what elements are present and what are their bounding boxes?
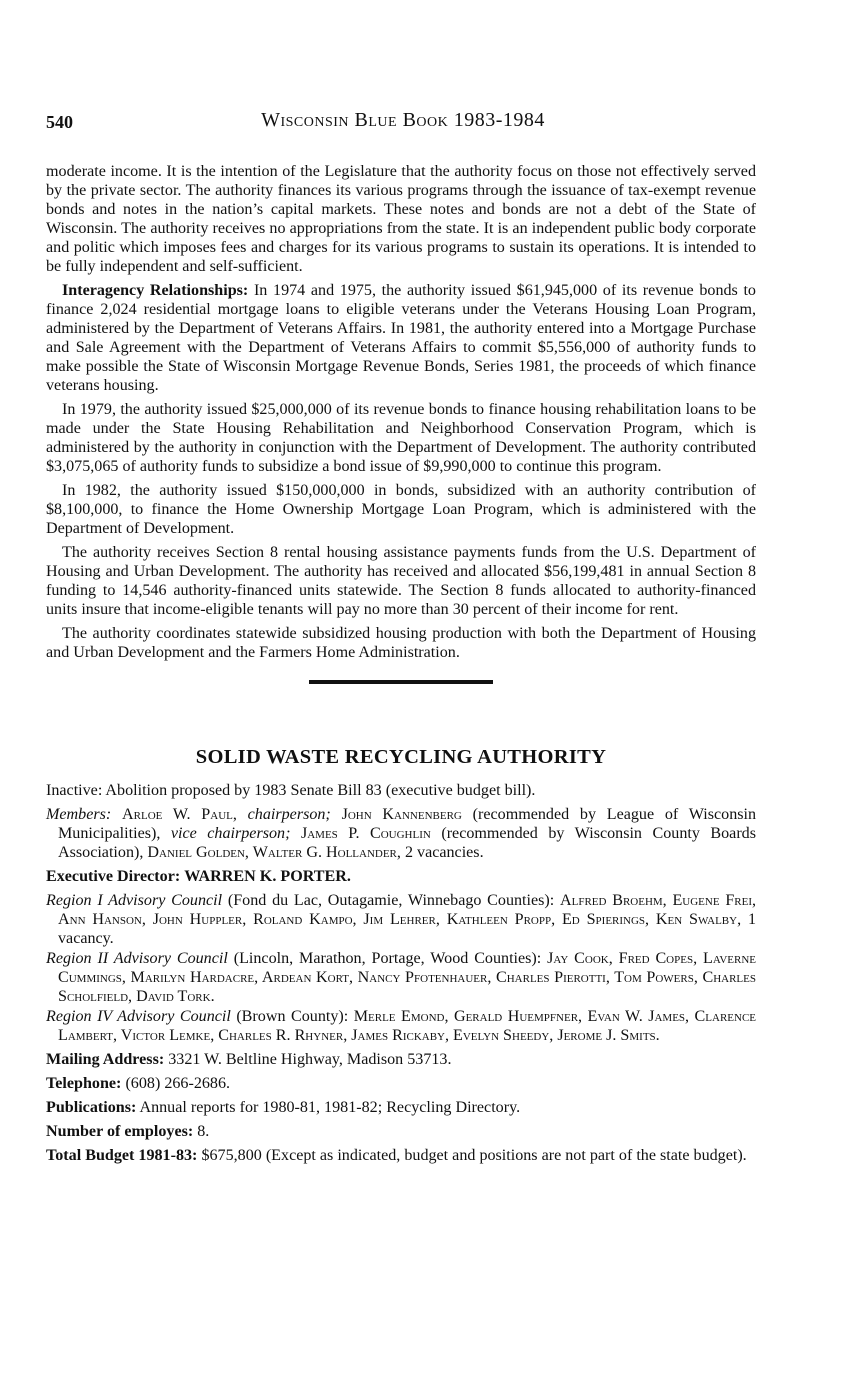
member-vacancies: 2 vacancies. [404,844,484,861]
section-divider [309,680,493,684]
page-body [46,162,756,1170]
section-title: SOLID WASTE RECYCLING AUTHORITY [195,746,607,768]
mailing-address-entry [46,1050,756,1069]
member-note: (recommended by League of Wisconsin Municipalities), [58,806,757,842]
intro-paragraph: moderate income. It is the intention of the Legislature that the authority focus on those not effectively served by the private sector. The authority finances its various programs through the issuance of tax-exempt revenue bonds and notes in the nation’s capital markets. These notes and bonds are not a debt of the State of Wisconsin. The authority receives no appropriations from the state. It is an independent public body corporate and politic which imposes fees and charges for its various programs to sustain its operations. It is intended to be fully independent and self-sufficient. [46,163,756,275]
region-2-names: Jay Cook, Fred Copes, Laverne Cummings, Marilyn Hardacre, Ardean Kort, Nancy Pfotenhauer, Charles Pierotti, Tom Powers, Charles Scholfield, David Tork. [58,950,757,1005]
interagency-paragraph-5: The authority coordinates statewide subsidized housing production with both the Department of Housing and Urban Development and the Farmers Home Administration. [46,625,756,661]
interagency-paragraph-4: The authority receives Section 8 rental housing assistance payments funds from the U.S. Department of Housing and Urban Development. The authority has received and allocated $56,199,481 in annual Section 8 funding to 14,546 authority-financed units statewide. The Section 8 funds allocated to authority-financed units insure that income-eligible tenants will pay no more than 30 percent of their income for rent. [46,544,756,618]
budget-entry [46,1146,756,1165]
inactive-note: Inactive: Abolition proposed by 1983 Senate Bill 83 (executive budget bill). [46,782,536,799]
region-2-counties: (Lincoln, Marathon, Portage, Wood Counties): [233,950,542,967]
member-role: chairperson; [247,806,331,823]
region-1-label: Region I Advisory Council [46,892,223,909]
telephone-entry [46,1074,756,1093]
region-4-label: Region IV Advisory Council [46,1008,231,1025]
region-4-entry [46,1007,756,1045]
interagency-paragraph-1 [46,281,756,395]
mailing-address-value: 3321 W. Beltline Highway, Madison 53713. [168,1051,452,1068]
budget-value: $675,800 (Except as indicated, budget and positions are not part of the state budget). [201,1147,747,1164]
member-name: James P. Coughlin [300,825,431,842]
interagency-text-1: In 1974 and 1975, the authority issued $61,945,000 of its revenue bonds to finance 2,024 residential mortgage loans to eligible veterans under the Veterans Housing Loan Program, administered by the Department of Veterans Affairs. In 1981, the authority entered into a Mortgage Purchase and Sale Agreement with the Department of Veterans Affairs to commit $5,556,000 of authority funds to make possible the State of Wisconsin Mortgage Revenue Bonds, Series 1981, the proceeds of which finance veterans housing. [46,282,756,394]
region-1-names: Alfred Broehm, Eugene Frei, Ann Hanson, John Huppler, Roland Kampo, Jim Lehrer, Kathleen Propp, Ed Spierings, Ken Swalby, [58,892,757,928]
publications-label: Publications: [46,1099,137,1116]
employees-value: 8. [197,1123,210,1140]
interagency-paragraph-3: In 1982, the authority issued $150,000,000 in bonds, subsidized with an authority contribution of $8,100,000, to finance the Home Ownership Mortgage Loan Program, which is administered with the Department of Development. [46,482,756,537]
region-1-vacancy: 1 vacancy. [58,911,756,947]
member-name: John Kannenberg [341,806,462,823]
mailing-address-label: Mailing Address: [46,1051,165,1068]
region-1-entry [46,891,756,948]
employees-label: Number of employes: [46,1123,194,1140]
executive-director-entry [46,867,756,886]
interagency-paragraph-2: In 1979, the authority issued $25,000,000 of its revenue bonds to finance housing rehabilitation loans to be made under the State Housing Rehabilitation and Neighborhood Conservation Program, which is administered by the authority in conjunction with the Department of Development. The authority contributed $3,075,065 of authority funds to subsidize a bond issue of $9,990,000 to continue this program. [46,401,756,475]
region-4-counties: (Brown County): [236,1008,349,1025]
page-number: 540 [46,112,73,132]
interagency-label: Interagency Relationships: [62,282,249,299]
publications-entry [46,1098,756,1117]
book-title: Wisconsin Blue Book 1983-1984 [261,109,545,131]
member-note: (recommended by Wisconsin County Boards Association), [58,825,756,861]
region-1-counties: (Fond du Lac, Outagamie, Winnebago Counties): [227,892,555,909]
executive-director-label: Executive Director: [46,868,181,885]
executive-director-name: WARREN K. PORTER. [184,868,351,885]
member-name: Arloe W. Paul, [122,806,237,823]
budget-label: Total Budget 1981-83: [46,1147,198,1164]
telephone-value: (608) 266-2686. [125,1075,231,1092]
members-entry [46,805,756,862]
member-role: vice chairperson; [170,825,291,842]
publications-value: Annual reports for 1980-81, 1981-82; Recycling Directory. [139,1099,521,1116]
running-head [46,109,760,138]
telephone-label: Telephone: [46,1075,122,1092]
region-2-label: Region II Advisory Council [46,950,228,967]
employees-entry [46,1122,756,1141]
region-2-entry [46,949,756,1006]
region-4-names: Merle Emond, Gerald Huempfner, Evan W. James, Clarence Lambert, Victor Lemke, Charles R. Rhyner, James Rickaby, Evelyn Sheedy, Jerome J. Smits. [58,1008,757,1044]
member-names: Daniel Golden, Walter G. Hollander, [147,844,401,861]
members-label: Members: [46,806,112,823]
